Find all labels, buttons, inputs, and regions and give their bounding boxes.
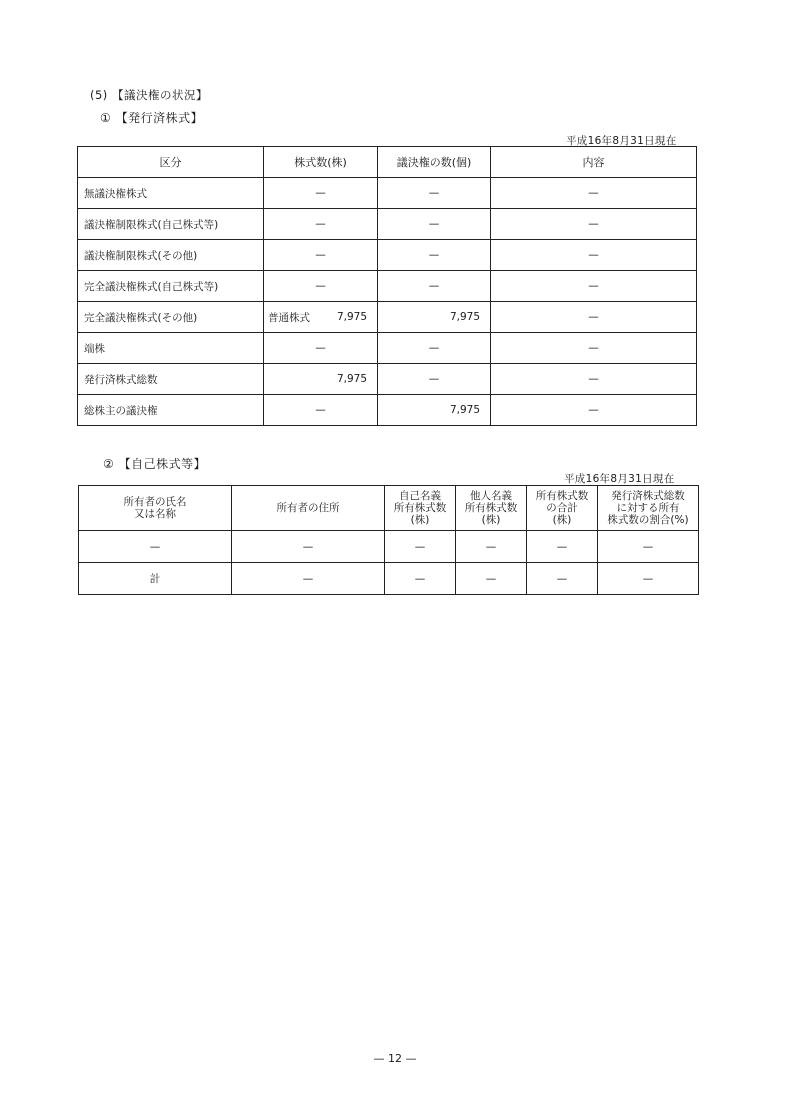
row-votes: 7,975 <box>378 302 491 333</box>
header-votes: 議決権の数(個) <box>378 147 491 178</box>
table-row <box>79 531 699 563</box>
header-other-name-shares: 他人名義 所有株式数 (株) <box>456 486 527 531</box>
row-votes: — <box>378 209 491 240</box>
row-category: 議決権制限株式(その他) <box>78 240 264 271</box>
table-row <box>78 395 697 426</box>
table-row <box>78 302 697 333</box>
row-category: 議決権制限株式(自己株式等) <box>78 209 264 240</box>
row-owner-name: — <box>79 531 232 563</box>
row-own-name-shares: — <box>385 563 456 595</box>
row-votes: — <box>378 240 491 271</box>
row-other-name-shares: — <box>456 531 527 563</box>
row-category: 完全議決権株式(自己株式等) <box>78 271 264 302</box>
table-row <box>78 178 697 209</box>
row-content: — <box>491 209 697 240</box>
row-votes: 7,975 <box>378 395 491 426</box>
shares-value: 7,975 <box>336 311 367 323</box>
row-shares <box>264 302 378 333</box>
row-owner-address: — <box>232 531 385 563</box>
row-votes: — <box>378 178 491 209</box>
row-votes: — <box>378 333 491 364</box>
row-shares: — <box>264 240 378 271</box>
table-row <box>78 271 697 302</box>
issued-shares-subtitle: ① 【発行済株式】 <box>100 111 204 125</box>
row-content: — <box>491 333 697 364</box>
row-owner-address: — <box>232 563 385 595</box>
row-ownership-ratio: — <box>598 531 699 563</box>
row-votes: — <box>378 271 491 302</box>
row-shares: — <box>264 271 378 302</box>
shares-prefix: 普通株式 <box>268 311 310 324</box>
row-shares: — <box>264 209 378 240</box>
table-row <box>78 209 697 240</box>
table-row <box>79 563 699 595</box>
page-number: — 12 — <box>373 1052 417 1065</box>
row-ownership-ratio: — <box>598 563 699 595</box>
table-row <box>78 364 697 395</box>
row-content: — <box>491 178 697 209</box>
table-row <box>78 240 697 271</box>
treasury-shares-table <box>78 485 699 595</box>
header-owner-address: 所有者の住所 <box>232 486 385 531</box>
row-category: 無議決権株式 <box>78 178 264 209</box>
row-category: 総株主の議決権 <box>78 395 264 426</box>
row-category: 発行済株式総数 <box>78 364 264 395</box>
row-shares: — <box>264 178 378 209</box>
header-owner-name: 所有者の氏名 又は名称 <box>79 486 232 531</box>
row-shares: — <box>264 333 378 364</box>
header-own-name-shares: 自己名義 所有株式数 (株) <box>385 486 456 531</box>
table-header-row <box>79 486 699 531</box>
issued-shares-as-of-date: 平成16年8月31日現在 <box>566 135 677 147</box>
row-total-shares: — <box>527 531 598 563</box>
row-shares: 7,975 <box>264 364 378 395</box>
row-content: — <box>491 240 697 271</box>
row-content: — <box>491 302 697 333</box>
row-content: — <box>491 395 697 426</box>
row-category: 端株 <box>78 333 264 364</box>
row-category: 完全議決権株式(その他) <box>78 302 264 333</box>
row-other-name-shares: — <box>456 563 527 595</box>
row-own-name-shares: — <box>385 531 456 563</box>
row-owner-name: 計 <box>79 563 232 595</box>
row-content: — <box>491 364 697 395</box>
section-title: (5) 【議決権の状況】 <box>90 88 208 102</box>
treasury-shares-subtitle: ② 【自己株式等】 <box>103 457 207 471</box>
table-header-row <box>78 147 697 178</box>
header-ownership-ratio: 発行済株式総数 に対する所有 株式数の割合(%) <box>598 486 699 531</box>
table-row <box>78 333 697 364</box>
issued-shares-table <box>77 146 697 426</box>
row-total-shares: — <box>527 563 598 595</box>
row-content: — <box>491 271 697 302</box>
treasury-shares-as-of-date: 平成16年8月31日現在 <box>564 473 675 485</box>
header-content: 内容 <box>491 147 697 178</box>
header-shares: 株式数(株) <box>264 147 378 178</box>
header-total-shares: 所有株式数 の合計 (株) <box>527 486 598 531</box>
row-votes: — <box>378 364 491 395</box>
header-category: 区分 <box>78 147 264 178</box>
row-shares: — <box>264 395 378 426</box>
